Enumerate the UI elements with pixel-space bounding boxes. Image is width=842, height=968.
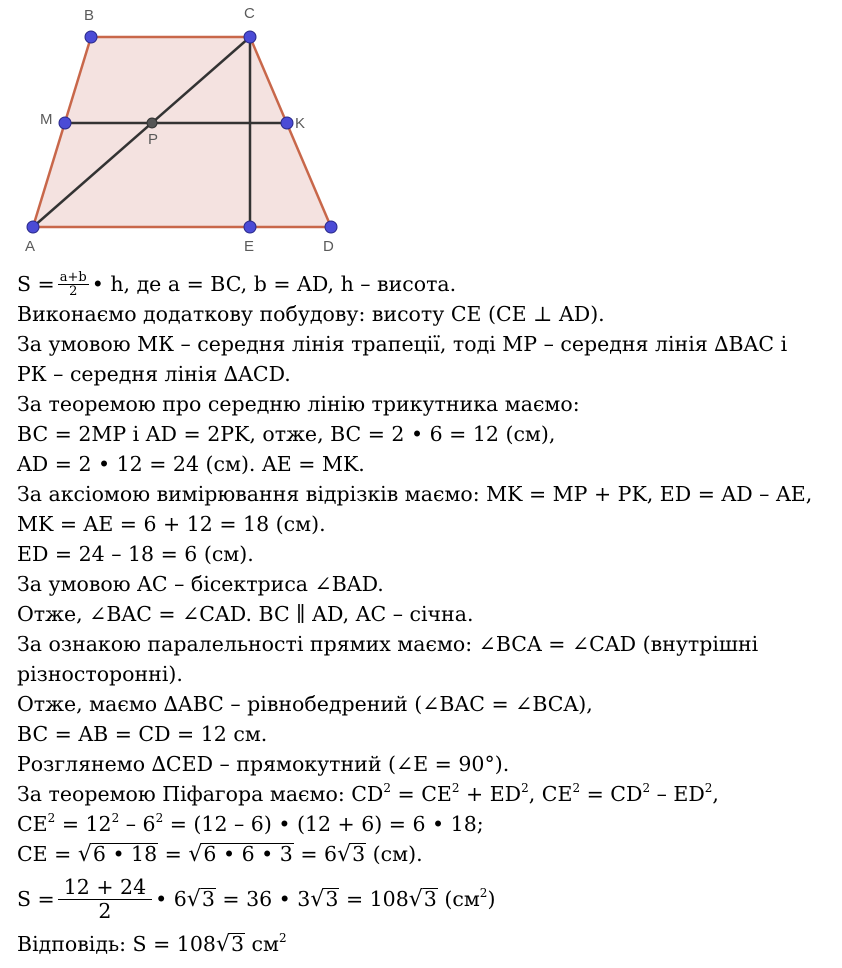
text-line: різносторонні). [17, 662, 183, 686]
area-calculation-line [17, 869, 837, 929]
radicand: 6 • 18 [92, 842, 158, 866]
text-line: Отже, ∠BAC = ∠CAD. BC ∥ AD, AC – січна. [17, 602, 474, 626]
point-k [281, 117, 293, 129]
exponent: 2 [47, 811, 56, 825]
text-part: см [245, 932, 279, 956]
text-line: За теоремою про середню лінію трикутника маємо: [17, 392, 580, 416]
text-part: Відповідь: S = 108 [17, 932, 216, 956]
area-formula-line [17, 269, 837, 299]
label-e: E [244, 238, 255, 255]
point-e [244, 221, 256, 233]
fraction-a-plus-b [58, 271, 89, 301]
radical-sign: √ [186, 887, 201, 912]
text-part: ) [487, 887, 496, 911]
label-k: K [295, 115, 306, 132]
text-line: За аксіомою вимірювання відрізків маємо: MK = MP + PK, ED = AD – AE, [17, 482, 813, 506]
radical-sign: √ [337, 842, 352, 867]
text-part: (см [437, 887, 480, 911]
text-part: – 6 [119, 812, 156, 836]
text-line: Розглянемо ∆CED – прямокутний (∠E = 90°). [17, 752, 510, 776]
formula-s: S = [17, 272, 55, 296]
exponent: 2 [111, 811, 120, 825]
text-part: – ED [650, 782, 705, 806]
text-part: = 12 [55, 812, 112, 836]
answer-line [17, 929, 837, 959]
radical-sign: √ [188, 842, 203, 867]
text-line: Виконаємо додаткову побудову: висоту CE (CE ⊥ AD). [17, 302, 605, 326]
trapezoid-fill [33, 37, 331, 227]
radical-sign: √ [77, 842, 92, 867]
radicand: 3 [352, 842, 366, 866]
text-part: = CE [391, 782, 452, 806]
point-p [147, 118, 157, 128]
radicand: 3 [423, 887, 437, 911]
point-b [85, 31, 97, 43]
fraction-denominator: 2 [69, 284, 78, 300]
radical-sign: √ [408, 887, 423, 912]
label-p: P [148, 131, 159, 148]
radicand: 3 [325, 887, 339, 911]
radicand: 6 • 6 • 3 [203, 842, 293, 866]
formula-rest: • h, де a = BC, b = AD, h – висота. [91, 272, 457, 296]
exponent: 2 [479, 886, 488, 900]
pythagoras-line [17, 779, 837, 809]
text-part: = [158, 842, 189, 866]
text-part: (см). [366, 842, 423, 866]
label-a: A [25, 238, 36, 255]
text-line: РК – середня лінія ∆ACD. [17, 362, 291, 386]
label-c: C [244, 5, 255, 22]
text-part: = 6 [293, 842, 338, 866]
text-part: = 36 • 3 [215, 887, 311, 911]
exponent: 2 [155, 811, 164, 825]
ce-squared-line [17, 809, 837, 839]
radical-sign: √ [310, 887, 325, 912]
fraction-denominator: 2 [98, 898, 112, 923]
label-d: D [323, 238, 334, 255]
radical-sign: √ [215, 932, 230, 957]
text-line: BC = 2MP і AD = 2PK, отже, BC = 2 • 6 = 12 (см), [17, 422, 556, 446]
ce-value-line [17, 839, 837, 869]
text-part: + ED [459, 782, 522, 806]
point-a [27, 221, 39, 233]
exponent: 2 [521, 781, 529, 795]
text-part: CE [17, 812, 48, 836]
radicand: 3 [201, 887, 215, 911]
text-part: CE = [17, 842, 78, 866]
text-part: За теоремою Піфагора маємо: CD [17, 782, 384, 806]
trapezoid-figure [0, 0, 842, 262]
trapezoid-drawing [0, 0, 842, 262]
text-line: За умовою AC – бісектриса ∠BAD. [17, 572, 384, 596]
text-part: , [712, 782, 719, 806]
text-part: = (12 – 6) • (12 + 6) = 6 • 18; [163, 812, 484, 836]
exponent: 2 [451, 781, 460, 795]
text-part: • 6 [155, 887, 187, 911]
radicand: 3 [230, 932, 245, 956]
text-line: Отже, маємо ∆ABC – рівнобедрений (∠BAC = ∠BCA), [17, 692, 593, 716]
exponent: 2 [383, 781, 391, 795]
fraction-numerator: 12 + 24 [58, 877, 152, 900]
text-line: За умовою МК – середня лінія трапеції, тоді МР – середня лінія ∆BAC і [17, 332, 788, 356]
text-line: BC = AB = CD = 12 см. [17, 722, 268, 746]
text-part: S = [17, 887, 55, 911]
label-b: B [84, 7, 95, 24]
solution-text [17, 269, 837, 959]
point-c [244, 31, 256, 43]
text-part: = CD [580, 782, 643, 806]
exponent: 2 [704, 781, 713, 795]
text-line: AD = 2 • 12 = 24 (см). AE = MK. [17, 452, 365, 476]
label-m: M [40, 111, 53, 128]
text-line: MK = AE = 6 + 12 = 18 (см). [17, 512, 326, 536]
point-m [59, 117, 71, 129]
exponent: 2 [278, 931, 287, 945]
exponent: 2 [572, 781, 581, 795]
text-line: За ознакою паралельності прямих маємо: ∠BCA = ∠CAD (внутрішні [17, 632, 759, 656]
fraction-sum-over-two [58, 877, 152, 923]
fraction-numerator: a+b [59, 269, 87, 285]
exponent: 2 [642, 781, 651, 795]
text-line: ED = 24 – 18 = 6 (см). [17, 542, 254, 566]
point-d [325, 221, 337, 233]
text-part: = 108 [339, 887, 409, 911]
text-part: , CE [528, 782, 573, 806]
